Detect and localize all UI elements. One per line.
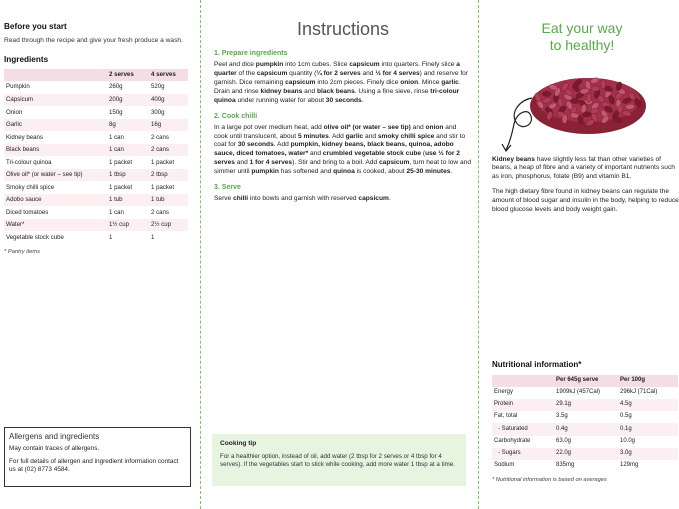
- ingredient-cell: 1 can: [107, 131, 149, 144]
- ingredient-cell: 520g: [149, 81, 188, 94]
- nutrition-row: [492, 399, 678, 411]
- nutrition-cell: - Sugars: [492, 448, 554, 460]
- step-2-text: In a large pot over medium heat, add olive oil* (or water – see tip) and onion and cook until translucent, about 5 minutes. Add garlic and smoky chilli spice and stir to coat for 30 seconds. Add pumpkin, kidney beans, black beans, quinoa, adobo sauce, diced tomatoes, water* and crumbled vegetable stock cube (use ½ for 2 serves and 1 for 4 serves). Stir and bring to a boil. Add capsicum, turn heat to low and simmer until pumpkin has softened and quinoa is cooked, about 25-30 minutes.: [214, 123, 471, 175]
- step-3-text: Serve chilli into bowls and garnish with reserved capsicum.: [214, 194, 391, 202]
- nutrition-cell: Carbohydrate: [494, 437, 531, 444]
- allergen-line: May contain traces of allergens.: [9, 445, 100, 453]
- ingredient-row: [4, 231, 188, 244]
- ingredient-row: [4, 194, 188, 207]
- ingredient-cell: 1: [149, 231, 188, 244]
- ingredient-cell: Vegetable stock cube: [4, 231, 107, 244]
- pantry-note: * Pantry items: [4, 249, 41, 256]
- ingredient-cell: 2 tbsp: [149, 169, 188, 182]
- ingredient-cell: 2½ cup: [149, 219, 188, 232]
- ingredient-cell: 400g: [149, 94, 188, 107]
- ingredient-cell: Diced tomatoes: [4, 206, 107, 219]
- ingredient-cell: 260g: [107, 81, 149, 94]
- before-text: Read through the recipe and give your fresh produce a wash.: [4, 36, 183, 44]
- nutrition-cell: Fat, total: [494, 413, 518, 420]
- ingredient-cell: 150g: [107, 106, 149, 119]
- ingredient-cell: Black beans: [4, 144, 107, 157]
- ingredient-cell: Water*: [4, 219, 107, 232]
- ingredient-row: [4, 144, 188, 157]
- ingredient-row: [4, 119, 188, 132]
- instructions-title: Instructions: [296, 19, 390, 39]
- ingredient-cell: 1 tub: [107, 194, 149, 207]
- nutrition-cell: 129mg: [620, 462, 639, 469]
- ingredient-cell: Adobo sauce: [4, 194, 107, 207]
- nutrition-cell: 0.1g: [618, 423, 678, 435]
- healthy-headline-line1: Eat your way: [541, 20, 623, 36]
- ingredient-cell: 2 cans: [149, 144, 188, 157]
- nutrition-cell: - Saturated: [492, 423, 554, 435]
- before-title: Before you start: [4, 22, 67, 31]
- ingredients-title: Ingredients: [4, 54, 49, 64]
- nutrition-cell: 835mg: [556, 462, 575, 469]
- nutrition-header-cell: Per 100g: [618, 375, 678, 387]
- nutrition-row: [492, 423, 678, 435]
- nutrition-title: Nutritional information*: [492, 360, 582, 369]
- allergen-title: Allergens and ingredients: [9, 432, 100, 441]
- allergen-contact: For full details of allergen and ingredient information contact us at (02) 8773 4584.: [9, 457, 179, 474]
- ingredient-cell: Smoky chilli spice: [4, 181, 107, 194]
- ingredient-cell: 1 can: [107, 144, 149, 157]
- ingredient-cell: Kidney beans: [4, 131, 107, 144]
- cooking-tip-box: [212, 434, 466, 486]
- kidney-beans-bold: Kidney beans: [492, 155, 535, 163]
- cooking-tip-text: For a healthier option, instead of oil, add water (2 tbsp for 2 serves or 4 tbsp for 4 serves). If the vegetables start to stick while cooking, add more water 1 tbsp at a time.: [220, 452, 455, 468]
- ingredient-row: [4, 94, 188, 107]
- nutrition-header-cell: [492, 375, 554, 387]
- ingredient-cell: Garlic: [4, 119, 107, 132]
- nutrition-cell: Energy: [494, 388, 514, 395]
- nutrition-cell: 3.5g: [556, 413, 568, 420]
- nutrition-cell: Protein: [492, 399, 554, 411]
- ingredient-row: [4, 181, 188, 194]
- kidney-bean: [590, 86, 599, 91]
- ingredients-header-cell: 4 serves: [149, 69, 188, 81]
- ingredients-table: [4, 69, 188, 244]
- nutrition-cell: 29.1g: [554, 399, 618, 411]
- kidney-beans-icon: [492, 60, 679, 156]
- ingredient-row: [4, 131, 188, 144]
- kidney-beans-desc: have slightly less fat than other varieties of beans, a heap of fibre and a variety of important nutrients such as iron, phosphorus, folate (B9) and vitamin B1.: [492, 155, 675, 181]
- nutrition-header-row: [492, 375, 678, 387]
- fibre-text: The high dietary fibre found in kidney beans can regulate the amount of blood sugar and insulin in the body, helping to reduce blood glucose levels and body weight gain.: [492, 188, 679, 213]
- ingredient-row: [4, 206, 188, 219]
- nutrition-header-cell: Per 645g serve: [554, 375, 618, 387]
- nutrition-cell: 0.4g: [554, 423, 618, 435]
- healthy-headline-line2: to healthy!: [549, 36, 615, 53]
- step-1-heading: 1. Prepare ingredients: [214, 50, 288, 58]
- ingredient-cell: 1 packet: [107, 181, 149, 194]
- ingredient-cell: 8g: [107, 119, 149, 132]
- ingredient-row: [4, 156, 188, 169]
- ingredient-cell: 1 tbsp: [107, 169, 149, 182]
- nutrition-row: [492, 387, 678, 399]
- step-2-heading: 2. Cook chilli: [214, 112, 258, 120]
- step-1-text: Peel and dice pumpkin into 1cm cubes. Slice capsicum into quarters. Finely slice a quarter of the capsicum quantity (¼ for 2 serves and ½ for 4 serves) and reserve for garnish. Dice remaining capsicum into 2cm pieces. Finely dice onion. Mince garlic. Drain and rinse kidney beans and black beans. Using a fine sieve, rinse tri-colour quinoa under running water for about 30 seconds.: [214, 61, 469, 104]
- nutrition-row: [492, 460, 678, 472]
- cooking-tip-title: Cooking tip: [220, 440, 257, 447]
- nutrition-cell: 22.0g: [554, 448, 618, 460]
- ingredient-cell: Pumpkin: [4, 81, 107, 94]
- nutrition-row: [492, 448, 678, 460]
- ingredients-header-cell: 2 serves: [107, 69, 149, 81]
- nutrition-cell: 63.0g: [556, 437, 572, 444]
- ingredient-row: [4, 106, 188, 119]
- ingredient-cell: 1 tub: [149, 194, 188, 207]
- ingredients-header-cell: [4, 69, 107, 81]
- ingredient-cell: 1: [107, 231, 149, 244]
- ingredient-cell: Olive oil* (or water – see tip): [4, 169, 107, 182]
- ingredient-cell: 2 cans: [149, 131, 188, 144]
- ingredient-cell: 300g: [149, 106, 188, 119]
- nutrition-table: [492, 375, 678, 472]
- ingredient-row: [4, 219, 188, 232]
- nutrition-cell: Sodium: [494, 462, 515, 469]
- ingredient-cell: Capsicum: [4, 94, 107, 107]
- ingredient-cell: Onion: [4, 106, 107, 119]
- allergen-box: [4, 427, 191, 487]
- ingredient-cell: 1 packet: [107, 156, 149, 169]
- nutrition-cell: 1909kJ (457Cal): [556, 388, 601, 395]
- kidney-beans-text: [492, 156, 679, 182]
- nutrition-cell: 3.0g: [618, 448, 678, 460]
- nutrition-cell: 10.0g: [620, 437, 636, 444]
- middle-column: [210, 0, 472, 509]
- ingredient-cell: 2 cans: [149, 206, 188, 219]
- kidney-beans-illustration: [492, 60, 679, 156]
- ingredient-cell: 1 packet: [149, 181, 188, 194]
- nutrition-cell: 4.5g: [618, 399, 678, 411]
- column-divider-left: [200, 0, 201, 509]
- ingredient-cell: 16g: [149, 119, 188, 132]
- ingredient-cell: 1 can: [107, 206, 149, 219]
- healthy-headline: [492, 20, 672, 54]
- ingredient-row: [4, 169, 188, 182]
- nutrition-row: [492, 411, 678, 423]
- step-3-heading: 3. Serve: [214, 183, 241, 191]
- column-divider-right: [478, 0, 479, 509]
- nutrition-cell: 0.5g: [620, 413, 632, 420]
- ingredient-cell: 1 packet: [149, 156, 188, 169]
- nutrition-row: [492, 436, 678, 448]
- ingredients-header-row: [4, 69, 188, 81]
- ingredient-row: [4, 81, 188, 94]
- ingredient-cell: 1½ cup: [107, 219, 149, 232]
- nutrition-cell: 296kJ (71Cal): [620, 388, 658, 395]
- nutrition-note: * Nutritional information is based on averages: [492, 477, 607, 483]
- ingredient-cell: 200g: [107, 94, 149, 107]
- ingredient-cell: Tri-colour quinoa: [4, 156, 107, 169]
